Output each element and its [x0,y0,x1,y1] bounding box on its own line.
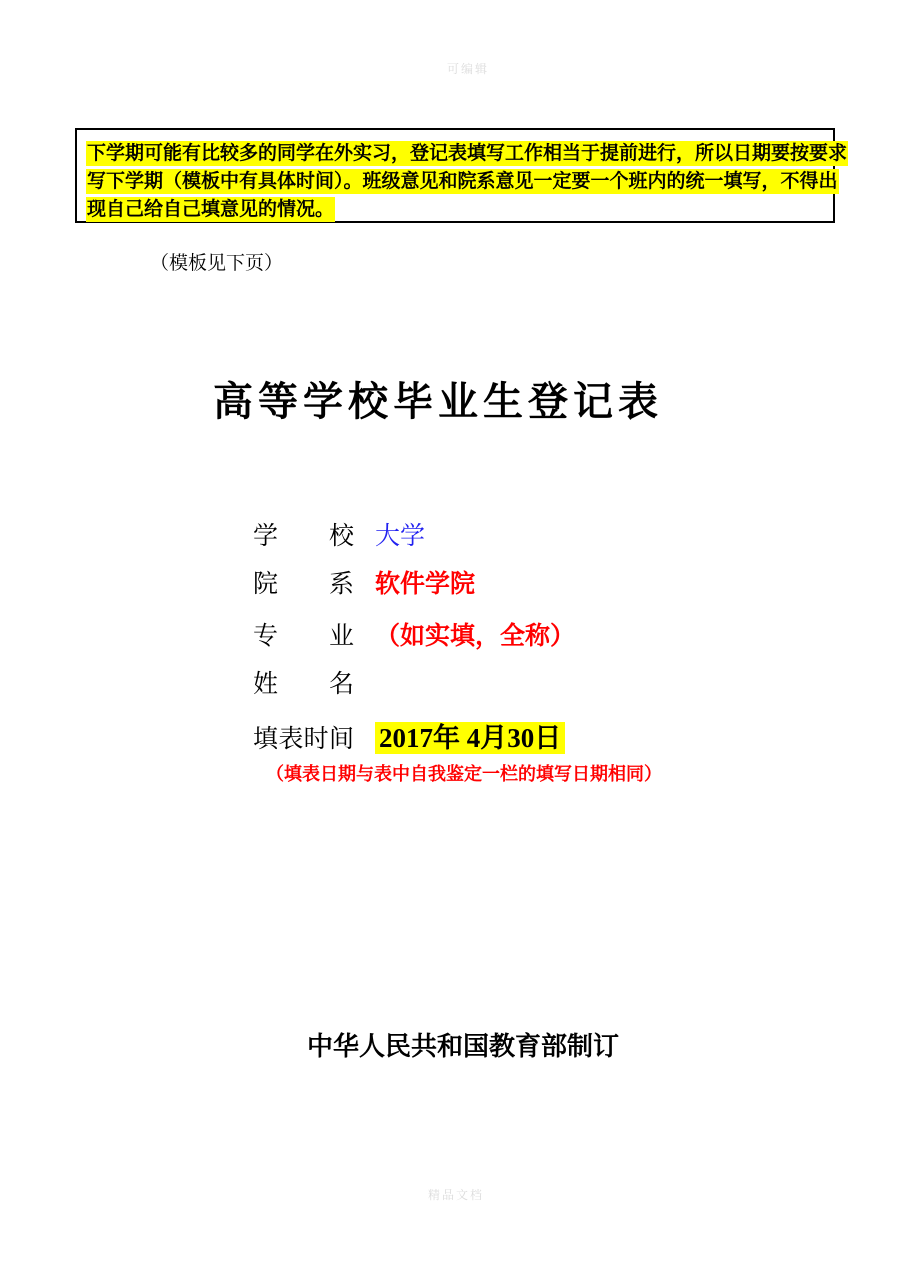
watermark-editable: 可编辑 [447,62,490,76]
department-label: 院系 [253,571,354,598]
date-note: （填表日期与表中自我鉴定一栏的填写日期相同） [266,764,662,784]
form-row-fill-date [253,716,565,755]
department-value: 软件学院 [375,571,476,598]
watermark-premium-doc: 精品文档 [428,1188,485,1202]
school-value: 大学 [375,523,426,550]
highlighted-text: 下学期可能有比较多的同学在外实习，登记表填写工作相当于提前进行，所以日期要按要求 [87,143,848,164]
notice-line [86,140,848,168]
name-label: 姓名 [253,671,354,698]
form-row-school [253,516,425,552]
form-row-major [253,616,575,652]
school-label: 学校 [253,523,354,550]
highlighted-text: 写下学期（模板中有具体时间）。班级意见和院系意见一定要一个班内的统一填写，不得出 [87,171,838,192]
fill-date-value: 2017年 4月30日 [375,722,565,754]
page-title: 高等学校毕业生登记表 [213,379,663,424]
major-value: （如实填，全称） [375,623,576,650]
fill-date-label: 填表时间 [253,726,354,753]
highlighted-text: 现自己给自己填意见的情况。 [87,199,335,220]
notice-box [75,128,848,223]
form-row-name [253,664,375,700]
form-row-department [253,564,475,600]
template-see-next-page-note: （模板见下页） [150,253,284,274]
issuer-line: 中华人民共和国教育部制订 [307,1032,620,1061]
major-label: 专业 [253,623,354,650]
notice-line [86,196,825,224]
notice-line [86,168,838,196]
